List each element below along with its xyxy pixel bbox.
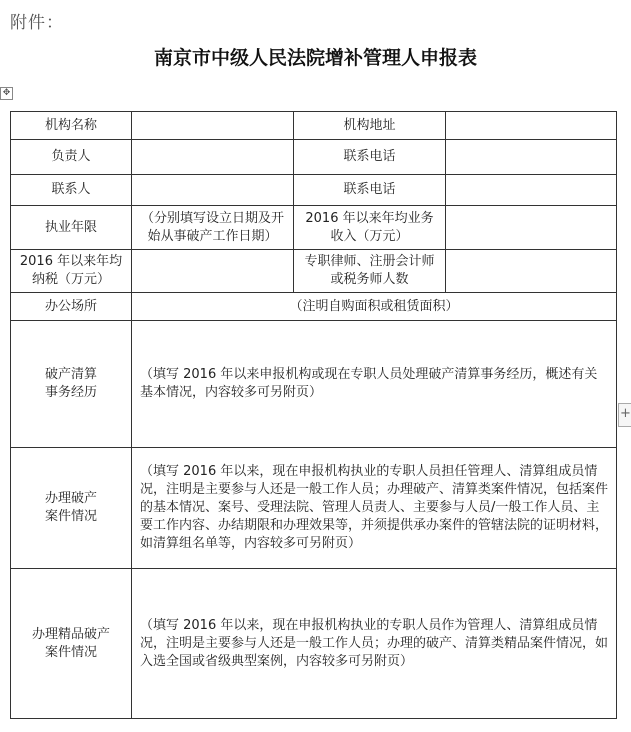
bankruptcy-cases-label: 办理破产 案件情况: [11, 448, 132, 569]
annual-income-label: 2016 年以来年均业务收入（万元）: [294, 206, 446, 250]
phone-label: 联系电话: [294, 140, 446, 175]
phone-field[interactable]: [446, 140, 617, 175]
table-row: [11, 140, 617, 175]
featured-cases-label: 办理精品破产 案件情况: [11, 569, 132, 719]
move-arrows-icon[interactable]: ✥: [0, 87, 13, 100]
table-row: [11, 250, 617, 293]
contact-label: 联系人: [11, 175, 132, 206]
form-title: 南京市中级人民法院增补管理人申报表: [153, 47, 477, 69]
practice-years-field[interactable]: （分别填写设立日期及开始从事破产工作日期）: [132, 206, 294, 250]
attachment-label: 附件：: [10, 13, 64, 33]
org-address-label: 机构地址: [294, 112, 446, 140]
table-row: [11, 112, 617, 140]
person-in-charge-field[interactable]: [132, 140, 294, 175]
table-row: [11, 206, 617, 250]
practice-years-label: 执业年限: [11, 206, 132, 250]
contact-phone-label: 联系电话: [294, 175, 446, 206]
table-row: [11, 569, 617, 719]
office-label: 办公场所: [11, 293, 132, 321]
plus-icon[interactable]: +: [618, 403, 631, 427]
bankruptcy-cases-field[interactable]: （填写 2016 年以来，现在申报机构执业的专职人员担任管理人、清算组成员情况，注明是主要参与人还是一般工作人员；办理破产、清算类案件情况，包括案件的基本情况、案号、受理法院、管理人员责人、主要参与人员/一般工作人员、主要工作内容、办结期限和办理效果等，并须提供承办案件的管辖法院的证明材料，如清算组名单等，内容较多可另附页）: [132, 448, 617, 569]
experience-label: 破产清算 事务经历: [11, 321, 132, 448]
table-row: [11, 175, 617, 206]
staff-count-label: 专职律师、注册会计师或税务师人数: [294, 250, 446, 293]
org-name-label: 机构名称: [11, 112, 132, 140]
table-row: [11, 448, 617, 569]
contact-phone-field[interactable]: [446, 175, 617, 206]
featured-cases-field[interactable]: （填写 2016 年以来，现在申报机构执业的专职人员作为管理人、清算组成员情况，注明是主要参与人还是一般工作人员；办理的破产、清算类精品案件情况，如入选全国或省级典型案例，内容较多可另附页）: [132, 569, 617, 719]
staff-count-field[interactable]: [446, 250, 617, 293]
application-form-table: [10, 111, 617, 719]
annual-income-field[interactable]: [446, 206, 617, 250]
table-row: [11, 293, 617, 321]
annual-tax-field[interactable]: [132, 250, 294, 293]
experience-field[interactable]: （填写 2016 年以来申报机构或现在专职人员处理破产清算事务经历，概述有关基本情况，内容较多可另附页）: [132, 321, 617, 448]
org-name-field[interactable]: [132, 112, 294, 140]
contact-field[interactable]: [132, 175, 294, 206]
office-field[interactable]: （注明自购面积或租赁面积）: [132, 293, 617, 321]
org-address-field[interactable]: [446, 112, 617, 140]
person-in-charge-label: 负责人: [11, 140, 132, 175]
table-row: [11, 321, 617, 448]
annual-tax-label: 2016 年以来年均纳税（万元）: [11, 250, 132, 293]
